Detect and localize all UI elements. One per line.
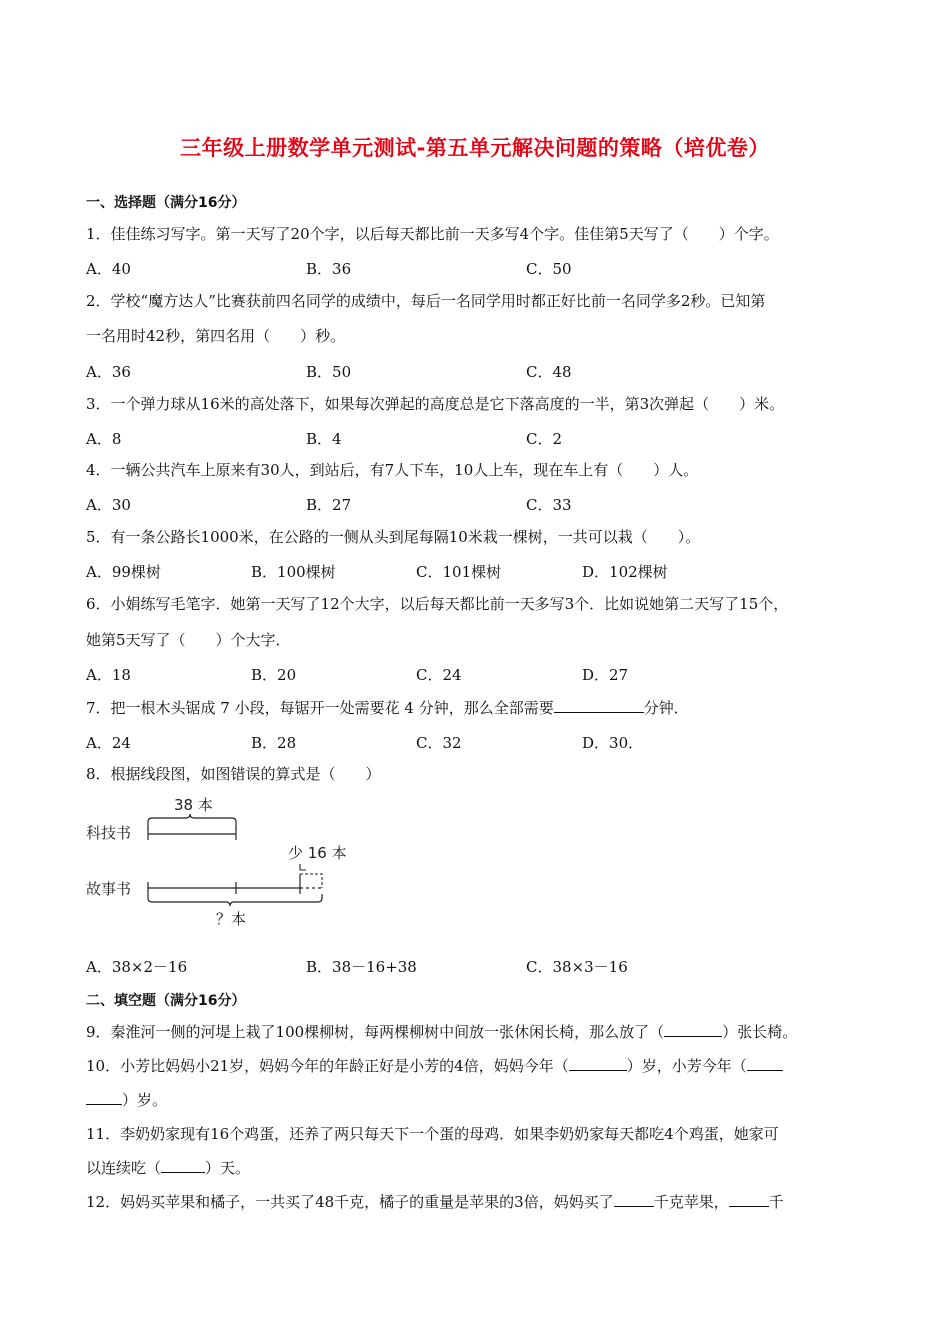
q10-answer-blank-2a[interactable] bbox=[747, 1056, 783, 1071]
q1-option-c: C．50 bbox=[526, 260, 572, 278]
brace-top bbox=[148, 814, 236, 830]
section-heading-fill: 二、填空题（满分16分） bbox=[86, 993, 246, 1009]
diagram-less-label: 少 16 本 bbox=[288, 844, 347, 862]
q7-text-a: 7．把一根木头锯成 7 小段，每锯开一处需要花 4 分钟，那么全部需要 bbox=[86, 699, 554, 717]
section-heading-choice: 一、选择题（满分16分） bbox=[86, 195, 246, 211]
question-9 bbox=[86, 1022, 876, 1042]
page-title: 三年级上册数学单元测试-第五单元解决问题的策略（培优卷） bbox=[180, 136, 770, 160]
q8-option-c: C．38×3－16 bbox=[526, 958, 628, 976]
line-segment-diagram bbox=[86, 788, 386, 938]
q7-option-a: A．24 bbox=[86, 734, 131, 752]
q1-option-b: B．36 bbox=[306, 260, 352, 278]
question-6-line1: 6．小娟练写毛笔字．她第一天写了12个大字，以后每天都比前一天多写3个．比如说她第二天写了15个， bbox=[86, 595, 789, 613]
q12-text-a: 12．妈妈买苹果和橘子，一共买了48千克，橘子的重量是苹果的3倍，妈妈买了 bbox=[86, 1193, 614, 1211]
q8-option-a: A．38×2－16 bbox=[86, 958, 188, 976]
question-12 bbox=[86, 1192, 876, 1212]
question-11-line1: 11．李奶奶家现有16个鸡蛋，还养了两只每天下一个蛋的母鸡．如果李奶奶家每天都吃4个鸡蛋，她家可 bbox=[86, 1125, 779, 1143]
q2-option-c: C．48 bbox=[526, 363, 572, 381]
diagram-row1-label: 科技书 bbox=[86, 824, 132, 842]
q8-option-b: B．38－16+38 bbox=[306, 958, 417, 976]
question-7 bbox=[86, 698, 876, 718]
q5-option-b: B．100棵树 bbox=[251, 563, 336, 581]
q4-option-c: C．33 bbox=[526, 496, 572, 514]
question-11-line2 bbox=[86, 1158, 876, 1178]
q3-option-b: B．4 bbox=[306, 430, 342, 448]
q9-text-b: ）张长椅。 bbox=[722, 1023, 798, 1041]
q2-option-a: A．36 bbox=[86, 363, 131, 381]
q12-text-b: 千克苹果， bbox=[653, 1193, 729, 1211]
q6-option-d: D．27 bbox=[582, 666, 629, 684]
q6-option-a: A．18 bbox=[86, 666, 131, 684]
q4-option-b: B．27 bbox=[306, 496, 352, 514]
q10-text-a: 10．小芳比妈妈小21岁，妈妈今年的年龄正好是小芳的4倍，妈妈今年（ bbox=[86, 1057, 569, 1075]
q7-text-b: 分钟． bbox=[643, 699, 689, 717]
q7-option-d: D．30． bbox=[582, 734, 644, 752]
q1-option-a: A．40 bbox=[86, 260, 131, 278]
q3-option-a: A．8 bbox=[86, 430, 122, 448]
q6-option-c: C．24 bbox=[416, 666, 462, 684]
q5-option-c: C．101棵树 bbox=[416, 563, 502, 581]
q4-option-a: A．30 bbox=[86, 496, 131, 514]
brace-bottom bbox=[148, 894, 322, 906]
q10-text-c: ）岁。 bbox=[122, 1091, 168, 1109]
q11-answer-blank[interactable] bbox=[161, 1158, 205, 1173]
q11-text-a: 以连续吃（ bbox=[86, 1159, 162, 1177]
question-8: 8．根据线段图，如图错误的算式是（ ） bbox=[86, 765, 381, 783]
question-1: 1．佳佳练习写字。第一天写了20个字，以后每天都比前一天多写4个字。佳佳第5天写了（ ）个字。 bbox=[86, 225, 779, 243]
q7-option-b: B．28 bbox=[251, 734, 297, 752]
q5-option-d: D．102棵树 bbox=[582, 563, 668, 581]
q12-text-c: 千 bbox=[768, 1193, 784, 1211]
question-3: 3．一个弹力球从16米的高处落下，如果每次弹起的高度总是它下落高度的一半，第3次弹起（ ）米。 bbox=[86, 395, 785, 413]
question-2-line2: 一名用时42秒，第四名用（ ）秒。 bbox=[86, 327, 346, 345]
diagram-row2-label: 故事书 bbox=[86, 880, 132, 898]
q7-option-c: C．32 bbox=[416, 734, 462, 752]
q10-text-b: ）岁，小芳今年（ bbox=[626, 1057, 747, 1075]
q12-answer-blank-2[interactable] bbox=[729, 1192, 769, 1207]
q10-answer-blank-1[interactable] bbox=[569, 1056, 627, 1071]
q9-text-a: 9．秦淮河一侧的河堤上栽了100棵柳树，每两棵柳树中间放一张休闲长椅，那么放了（ bbox=[86, 1023, 665, 1041]
question-6-line2: 她第5天写了（ ）个大字． bbox=[86, 631, 291, 649]
q11-text-b: ）天。 bbox=[205, 1159, 251, 1177]
q10-answer-blank-2b[interactable] bbox=[86, 1090, 122, 1105]
question-5: 5．有一条公路长1000米，在公路的一侧从头到尾每隔10米栽一棵树，一共可以栽（ ）。 bbox=[86, 528, 701, 546]
q9-answer-blank[interactable] bbox=[664, 1022, 722, 1037]
q3-option-c: C．2 bbox=[526, 430, 563, 448]
q7-answer-blank[interactable] bbox=[554, 698, 644, 713]
question-10-line2 bbox=[86, 1090, 876, 1110]
q6-option-b: B．20 bbox=[251, 666, 297, 684]
q12-answer-blank-1[interactable] bbox=[614, 1192, 654, 1207]
q5-option-a: A．99棵树 bbox=[86, 563, 161, 581]
diagram-top-total: 38 本 bbox=[174, 796, 213, 814]
question-2-line1: 2．学校“魔方达人”比赛获前四名同学的成绩中，每后一名同学用时都正好比前一名同学多2秒。已知第 bbox=[86, 292, 766, 310]
diagram-unknown-label: ？本 bbox=[216, 910, 247, 928]
question-4: 4．一辆公共汽车上原来有30人，到站后，有7人下车，10人上车，现在车上有（ ）人。 bbox=[86, 461, 699, 479]
q2-option-b: B．50 bbox=[306, 363, 352, 381]
question-10 bbox=[86, 1056, 876, 1076]
